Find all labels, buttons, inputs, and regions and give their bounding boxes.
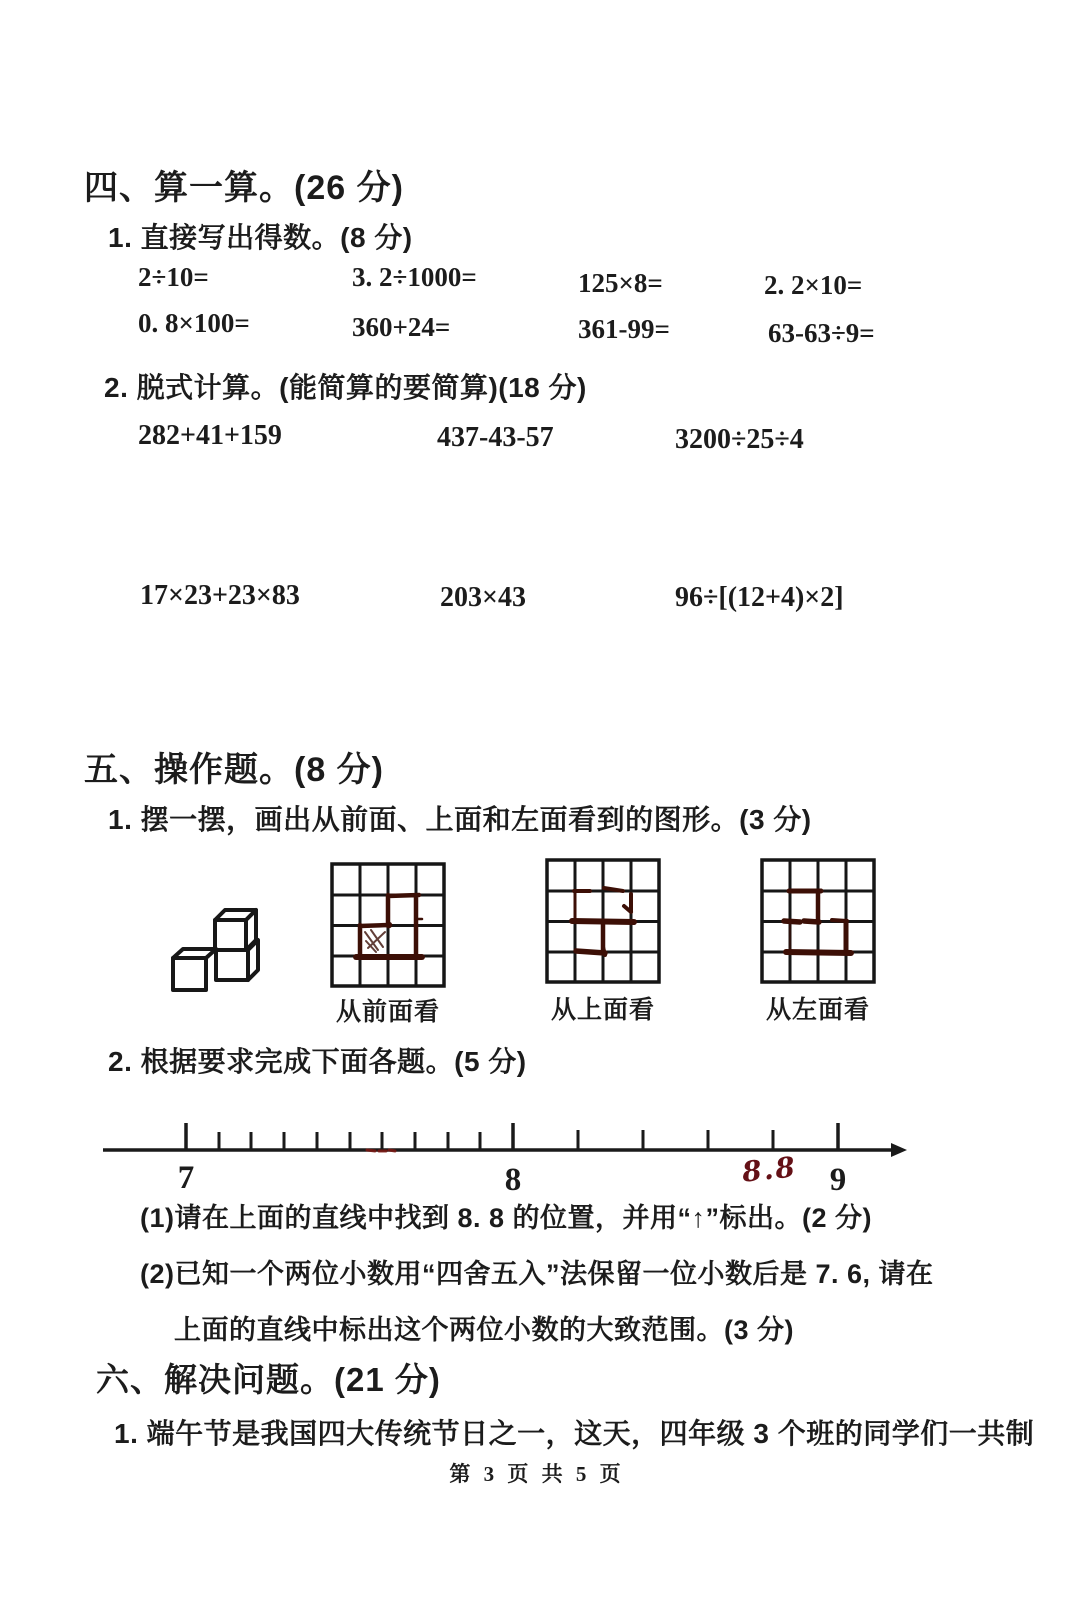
section-four-q1-label: 1. 直接写出得数。(8 分) bbox=[108, 222, 413, 253]
grid-left-view bbox=[760, 858, 876, 984]
section-four-q2-label: 2. 脱式计算。(能简算的要简算)(18 分) bbox=[104, 372, 587, 403]
handwritten-8.8-annotation: 8.8 bbox=[740, 1150, 799, 1189]
expression: 17×23+23×83 bbox=[140, 580, 300, 611]
q2-part2-text-line2: 上面的直线中标出这个两位小数的大致范围。(3 分) bbox=[174, 1315, 794, 1345]
expression: 125×8= bbox=[578, 268, 663, 298]
view-label-left: 从左面看 bbox=[765, 996, 870, 1024]
expression: 361-99= bbox=[578, 314, 670, 344]
expression: 63-63÷9= bbox=[768, 318, 875, 348]
expression: 2÷10= bbox=[138, 262, 209, 292]
expression: 437-43-57 bbox=[437, 422, 554, 453]
expression: 360+24= bbox=[352, 312, 451, 342]
section-five-q1-label: 1. 摆一摆，画出从前面、上面和左面看到的图形。(3 分) bbox=[108, 804, 812, 835]
grid-top-view bbox=[545, 858, 661, 984]
expression: 2. 2×10= bbox=[764, 270, 863, 300]
page-number-footer: 第 3 页 共 5 页 bbox=[449, 1462, 625, 1486]
section-five-q2-label: 2. 根据要求完成下面各题。(5 分) bbox=[108, 1046, 527, 1077]
section-six-title: 六、解决问题。(21 分) bbox=[96, 1361, 441, 1398]
section-five-title: 五、操作题。(8 分) bbox=[84, 751, 384, 789]
tick-label-9: 9 bbox=[829, 1162, 847, 1198]
expression: 282+41+159 bbox=[138, 420, 282, 451]
section-six-q1-text: 1. 端午节是我国四大传统节日之一，这天，四年级 3 个班的同学们一共制 bbox=[114, 1418, 1035, 1449]
expression: 3200÷25÷4 bbox=[675, 424, 804, 455]
tick-label-7: 7 bbox=[177, 1160, 195, 1196]
expression: 0. 8×100= bbox=[138, 308, 250, 338]
q2-part2-text-line1: (2)已知一个两位小数用“四舍五入”法保留一位小数后是 7. 6, 请在 bbox=[140, 1259, 934, 1289]
view-label-front: 从前面看 bbox=[335, 998, 440, 1026]
number-line bbox=[95, 1106, 925, 1206]
view-label-top: 从上面看 bbox=[550, 996, 655, 1024]
cube-arrangement-figure bbox=[158, 868, 333, 1013]
q2-part1-text: (1)请在上面的直线中找到 8. 8 的位置，并用“↑”标出。(2 分) bbox=[140, 1203, 873, 1233]
tick-label-8: 8 bbox=[504, 1162, 522, 1198]
expression: 3. 2÷1000= bbox=[352, 262, 477, 292]
grid-front-view bbox=[330, 862, 446, 988]
expression: 203×43 bbox=[440, 582, 526, 613]
hand-mark-range bbox=[367, 1150, 395, 1151]
expression: 96÷[(12+4)×2] bbox=[675, 582, 844, 613]
arrowhead bbox=[891, 1143, 907, 1157]
section-four-title: 四、算一算。(26 分) bbox=[84, 169, 404, 207]
